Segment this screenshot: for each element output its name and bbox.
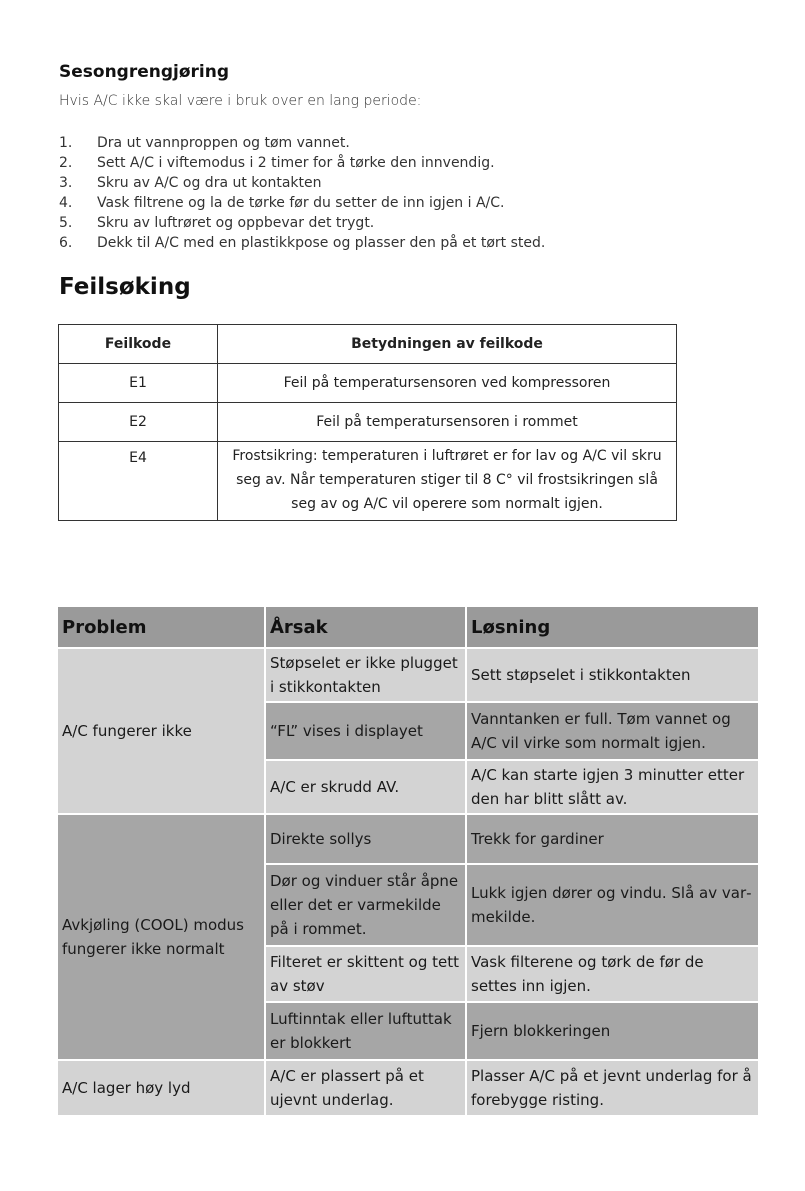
error-code: E1	[59, 364, 218, 403]
solution-cell: Lukk igjen dører og vindu. Slå av varmekilde.	[467, 865, 758, 945]
error-code: E4	[59, 442, 218, 521]
cause-cell: Dør og vinduer står åpne eller det er varmekilde på i rommet.	[266, 865, 465, 945]
list-item: 6. Dekk til A/C med en plastikkpose og plasser den på et tørt sted.	[59, 235, 546, 251]
table-row	[58, 815, 758, 863]
table-row	[58, 649, 758, 701]
solution-cell: Sett støpselet i stikkontakten	[467, 649, 758, 701]
error-meaning: Frostsikring: temperaturen i luftrøret er for lav og A/C vil skru seg av. Når temperaturen stiger til 8 C° vil frostsikringen slå seg av og A/C vil operere som normalt igjen.	[218, 442, 677, 521]
error-code-table	[58, 324, 677, 521]
table-row	[59, 364, 677, 403]
cause-cell: Direkte sollys	[266, 815, 465, 863]
solution-cell: Vask filterene og tørk de før de settes inn igjen.	[467, 947, 758, 1001]
error-code: E2	[59, 403, 218, 442]
table-row	[59, 442, 677, 521]
list-item: 1. Dra ut vannproppen og tøm vannet.	[59, 135, 350, 151]
column-header: Problem	[58, 607, 264, 647]
seasonal-steps-list	[59, 133, 679, 253]
solution-cell: Vanntanken er full. Tøm vannet og A/C vil virke som normalt igjen.	[467, 703, 758, 759]
troubleshooting-heading: Feilsøking	[59, 274, 191, 300]
cause-cell: Støpselet er ikke plugget i stikkontakten	[266, 649, 465, 701]
list-item: 3. Skru av A/C og dra ut kontakten	[59, 175, 322, 191]
cause-cell: Luftinntak eller luftuttak er blokkert	[266, 1003, 465, 1059]
error-meaning: Feil på temperatursensoren i rommet	[218, 403, 677, 442]
table-row	[59, 403, 677, 442]
solution-cell: A/C kan starte igjen 3 minutter etter den har blitt slått av.	[467, 761, 758, 813]
list-item: 4. Vask filtrene og la de tørke før du setter de inn igjen i A/C.	[59, 195, 505, 211]
list-item: 2. Sett A/C i viftemodus i 2 timer for å tørke den innvendig.	[59, 155, 495, 171]
list-item: 5. Skru av luftrøret og oppbevar det trygt.	[59, 215, 375, 231]
column-header: Løsning	[467, 607, 758, 647]
seasonal-heading: Sesongrengjøring	[59, 62, 230, 82]
solution-cell: Fjern blokkeringen	[467, 1003, 758, 1059]
cause-cell: “FL” vises i displayet	[266, 703, 465, 759]
problem-cell: A/C fungerer ikke	[58, 649, 264, 813]
problem-cell: Avkjøling (COOL) modus fungerer ikke normalt	[58, 815, 264, 1059]
solution-cell: Plasser A/C på et jevnt underlag for å forebygge risting.	[467, 1061, 758, 1115]
solution-cell: Trekk for gardiner	[467, 815, 758, 863]
table-header-row	[58, 607, 758, 647]
error-meaning: Feil på temperatursensoren ved kompressoren	[218, 364, 677, 403]
column-header: Årsak	[266, 607, 465, 647]
table-row	[58, 1061, 758, 1115]
problem-table	[56, 605, 760, 1117]
column-header: Betydningen av feilkode	[218, 325, 677, 364]
seasonal-intro: Hvis A/C ikke skal være i bruk over en lang periode:	[59, 93, 422, 109]
cause-cell: A/C er skrudd AV.	[266, 761, 465, 813]
cause-cell: Filteret er skittent og tett av støv	[266, 947, 465, 1001]
column-header: Feilkode	[59, 325, 218, 364]
problem-cell: A/C lager høy lyd	[58, 1061, 264, 1115]
cause-cell: A/C er plassert på et ujevnt underlag.	[266, 1061, 465, 1115]
table-header-row	[59, 325, 677, 364]
